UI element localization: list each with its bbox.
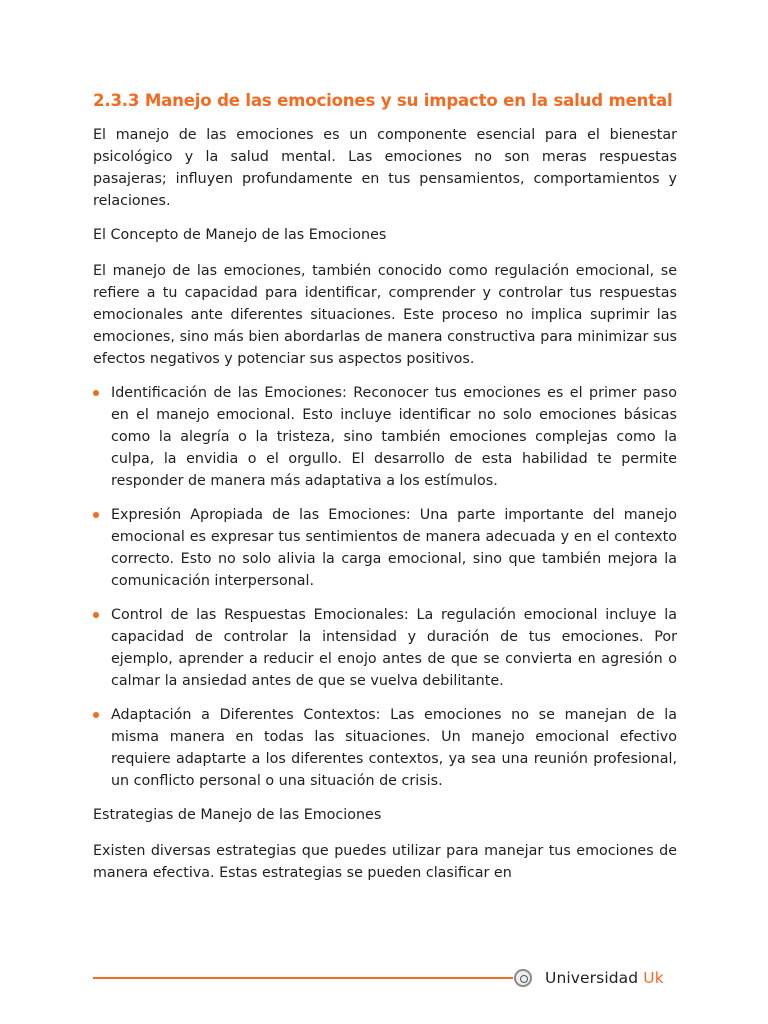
- footer-divider: [93, 977, 513, 979]
- bullet-text: Adaptación a Diferentes Contextos: Las emociones no se manejan de la misma manera en todas las situaciones. Un manejo emocional efectivo requiere adaptarte a los diferentes contextos, ya sea una reunión profesional, un conflicto personal o una situación de crisis.: [111, 707, 677, 789]
- bullet-dot-icon: [93, 512, 99, 518]
- concept-heading: El Concepto de Manejo de las Emociones: [93, 227, 387, 243]
- bullet-dot-icon: [93, 712, 99, 718]
- bullet-item: [93, 604, 677, 692]
- bullet-item: [93, 504, 677, 592]
- footer-brand: [545, 967, 664, 989]
- page-footer: [93, 963, 677, 993]
- strategies-heading: Estrategias de Manejo de las Emociones: [93, 807, 382, 823]
- intro-paragraph: El manejo de las emociones es un componente esencial para el bienestar psicológico y la salud mental. Las emociones no son meras respuestas pasajeras; influyen profundamente en tus pensamientos, comportamientos y relaciones.: [93, 127, 677, 209]
- bullet-dot-icon: [93, 612, 99, 618]
- brand-accent: Uk: [643, 969, 664, 987]
- bullet-item: [93, 704, 677, 792]
- bullet-text: Control de las Respuestas Emocionales: La regulación emocional incluye la capacidad de controlar la intensidad y duración de tus emociones. Por ejemplo, aprender a reducir el enojo antes de que se convierta en agresión o calmar la ansiedad antes de que se vuelva debilitante.: [111, 607, 677, 689]
- concept-paragraph: El manejo de las emociones, también conocido como regulación emocional, se refiere a tu capacidad para identificar, comprender y controlar tus respuestas emocionales ante diferentes situaciones. Este proceso no implica suprimir las emociones, sino más bien abordarlas de manera constructiva para minimizar sus efectos negativos y potenciar sus aspectos positivos.: [93, 263, 677, 367]
- brand-name: Universidad: [545, 969, 639, 987]
- bullet-text: Identificación de las Emociones: Reconocer tus emociones es el primer paso en el manejo emocional. Esto incluye identificar no solo emociones básicas como la alegría o la tristeza, sino también emociones complejas como la culpa, la envidia o el orgullo. El desarrollo de esta habilidad te permite responder de manera más adaptativa a los estímulos.: [111, 385, 677, 489]
- bullet-item: [93, 382, 677, 492]
- document-page: [93, 88, 677, 896]
- bullet-text: Expresión Apropiada de las Emociones: Una parte importante del manejo emocional es expresar tus sentimientos de manera adecuada y en el contexto correcto. Esto no solo alivia la carga emocional, sino que también mejora la comunicación interpersonal.: [111, 507, 677, 589]
- university-seal-icon: [514, 969, 532, 987]
- bullet-list: [93, 382, 677, 792]
- section-title: 2.3.3 Manejo de las emociones y su impacto en la salud mental: [93, 91, 673, 110]
- bullet-dot-icon: [93, 390, 99, 396]
- strategies-paragraph: Existen diversas estrategias que puedes utilizar para manejar tus emociones de manera efectiva. Estas estrategias se pueden clasificar en: [93, 843, 677, 881]
